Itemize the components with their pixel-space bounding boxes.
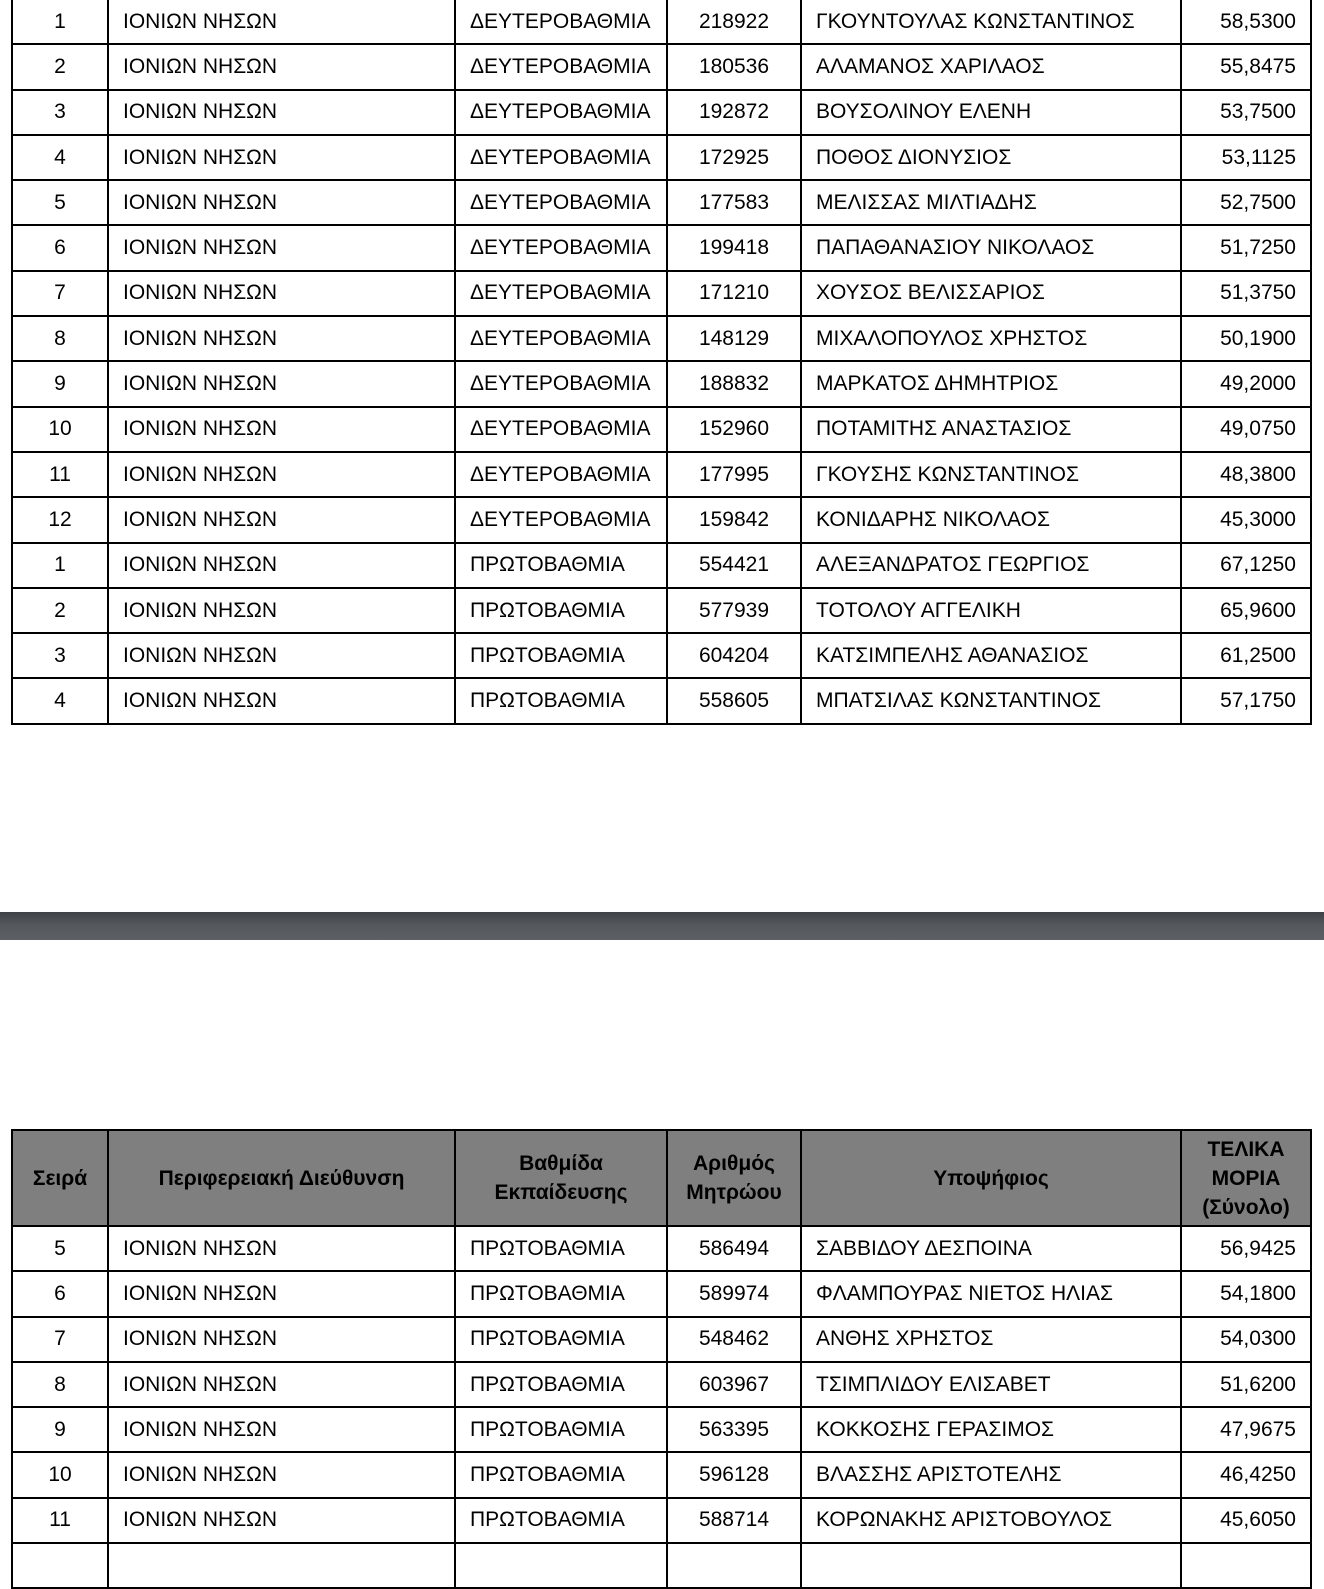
cell-level: ΔΕΥΤΕΡΟΒΑΘΜΙΑ [455,497,667,542]
table-row [12,0,1311,44]
cell-arithmos-mitroou: 558605 [667,678,801,723]
cell-level: ΔΕΥΤΕΡΟΒΑΘΜΙΑ [455,44,667,89]
cell-level: ΠΡΩΤΟΒΑΘΜΙΑ [455,1362,667,1407]
table-row [12,1226,1311,1271]
cell-arithmos-mitroou: 577939 [667,588,801,633]
header-moria: ΤΕΛΙΚΑ ΜΟΡΙΑ (Σύνολο) [1181,1130,1311,1226]
cell-arithmos-mitroou: 586494 [667,1226,801,1271]
page-separator [0,912,1324,940]
cell-seira: 4 [12,135,108,180]
cell-region: ΙΟΝΙΩΝ ΝΗΣΩΝ [108,633,455,678]
cell-final-score: 55,8475 [1181,44,1311,89]
cell-region: ΙΟΝΙΩΝ ΝΗΣΩΝ [108,1317,455,1362]
cell-region: ΙΟΝΙΩΝ ΝΗΣΩΝ [108,407,455,452]
cell-level: ΔΕΥΤΕΡΟΒΑΘΜΙΑ [455,135,667,180]
cell-final-score: 47,9675 [1181,1407,1311,1452]
cell-arithmos-mitroou: 563395 [667,1407,801,1452]
cell-arithmos-mitroou: 589974 [667,1271,801,1316]
table-row [12,1271,1311,1316]
cell-arithmos-mitroou: 148129 [667,316,801,361]
cell-seira: 12 [12,497,108,542]
cell-seira: 10 [12,1452,108,1497]
results-table-body [12,0,1311,724]
table-row [12,452,1311,497]
cell-region: ΙΟΝΙΩΝ ΝΗΣΩΝ [108,1362,455,1407]
cell-seira: 5 [12,1226,108,1271]
table-header [12,1130,1311,1226]
cell-seira: 1 [12,543,108,588]
cell-final-score: 53,1125 [1181,135,1311,180]
cell-seira: 6 [12,225,108,270]
cell-region: ΙΟΝΙΩΝ ΝΗΣΩΝ [108,543,455,588]
cell-candidate-name: ΓΚΟΥΝΤΟΥΛΑΣ ΚΩΝΣΤΑΝΤΙΝΟΣ [801,0,1181,44]
cell-level: ΔΕΥΤΕΡΟΒΑΘΜΙΑ [455,452,667,497]
cell-region: ΙΟΝΙΩΝ ΝΗΣΩΝ [108,180,455,225]
cell-region: ΙΟΝΙΩΝ ΝΗΣΩΝ [108,1407,455,1452]
cell-final-score: 49,2000 [1181,361,1311,406]
cell-arithmos-mitroou: 159842 [667,497,801,542]
cell-final-score: 67,1250 [1181,543,1311,588]
table-row [12,135,1311,180]
results-table-page-2 [11,1129,1312,1589]
cell-arithmos-mitroou: 188832 [667,361,801,406]
cell-candidate-name: ΣΑΒΒΙΔΟΥ ΔΕΣΠΟΙΝΑ [801,1226,1181,1271]
cell-seira: 11 [12,452,108,497]
cell-region: ΙΟΝΙΩΝ ΝΗΣΩΝ [108,0,455,44]
cell-candidate-name: ΜΑΡΚΑΤΟΣ ΔΗΜΗΤΡΙΟΣ [801,361,1181,406]
cell-region: ΙΟΝΙΩΝ ΝΗΣΩΝ [108,1226,455,1271]
table-row [12,678,1311,723]
header-perifereiaki: Περιφερειακή Διεύθυνση [108,1130,455,1226]
cell-candidate-name: ΒΟΥΣΟΛΙΝΟΥ ΕΛΕΝΗ [801,90,1181,135]
cell-level: ΠΡΩΤΟΒΑΘΜΙΑ [455,1452,667,1497]
cell-level: ΠΡΩΤΟΒΑΘΜΙΑ [455,1271,667,1316]
table-row [12,497,1311,542]
cell-region: ΙΟΝΙΩΝ ΝΗΣΩΝ [108,1498,455,1543]
table-row [12,1543,1311,1588]
cell-arithmos-mitroou: 152960 [667,407,801,452]
cell-region: ΙΟΝΙΩΝ ΝΗΣΩΝ [108,271,455,316]
cell-level: ΔΕΥΤΕΡΟΒΑΘΜΙΑ [455,361,667,406]
cell-final-score: 45,6050 [1181,1498,1311,1543]
cell-seira: 9 [12,361,108,406]
cell-region: ΙΟΝΙΩΝ ΝΗΣΩΝ [108,1452,455,1497]
cell-final-score: 48,3800 [1181,452,1311,497]
cell-level: ΔΕΥΤΕΡΟΒΑΘΜΙΑ [455,271,667,316]
cell-seira: 8 [12,316,108,361]
cell-final-score: 53,7500 [1181,90,1311,135]
header-ypopsifios: Υποψήφιος [801,1130,1181,1226]
cell-level: ΔΕΥΤΕΡΟΒΑΘΜΙΑ [455,180,667,225]
cell-seira: 2 [12,588,108,633]
cell-seira: 2 [12,44,108,89]
cell-seira: 10 [12,407,108,452]
cell-arithmos-mitroou: 604204 [667,633,801,678]
table-row [12,44,1311,89]
cell-final-score: 56,9425 [1181,1226,1311,1271]
cell-seira: 4 [12,678,108,723]
cell-candidate-name: ΠΟΤΑΜΙΤΗΣ ΑΝΑΣΤΑΣΙΟΣ [801,407,1181,452]
cell-arithmos-mitroou: 596128 [667,1452,801,1497]
cell-level: ΔΕΥΤΕΡΟΒΑΘΜΙΑ [455,0,667,44]
cell-level: ΠΡΩΤΟΒΑΘΜΙΑ [455,1498,667,1543]
cell-final-score: 65,9600 [1181,588,1311,633]
cell-level: ΠΡΩΤΟΒΑΘΜΙΑ [455,1226,667,1271]
cell-final-score: 57,1750 [1181,678,1311,723]
cell-seira: 6 [12,1271,108,1316]
cell-level: ΠΡΩΤΟΒΑΘΜΙΑ [455,588,667,633]
cell-final-score [1181,1543,1311,1588]
table-row [12,1362,1311,1407]
cell-level: ΠΡΩΤΟΒΑΘΜΙΑ [455,678,667,723]
cell-seira: 8 [12,1362,108,1407]
cell-region: ΙΟΝΙΩΝ ΝΗΣΩΝ [108,361,455,406]
cell-final-score: 54,1800 [1181,1271,1311,1316]
cell-seira: 9 [12,1407,108,1452]
cell-seira: 11 [12,1498,108,1543]
cell-level: ΠΡΩΤΟΒΑΘΜΙΑ [455,1407,667,1452]
cell-arithmos-mitroou: 172925 [667,135,801,180]
cell-level: ΔΕΥΤΕΡΟΒΑΘΜΙΑ [455,407,667,452]
cell-candidate-name: ΜΠΑΤΣΙΛΑΣ ΚΩΝΣΤΑΝΤΙΝΟΣ [801,678,1181,723]
cell-region: ΙΟΝΙΩΝ ΝΗΣΩΝ [108,497,455,542]
cell-final-score: 51,6200 [1181,1362,1311,1407]
cell-final-score: 50,1900 [1181,316,1311,361]
table-row [12,588,1311,633]
cell-arithmos-mitroou: 199418 [667,225,801,270]
cell-arithmos-mitroou: 177995 [667,452,801,497]
cell-candidate-name: ΚΟΡΩΝΑΚΗΣ ΑΡΙΣΤΟΒΟΥΛΟΣ [801,1498,1181,1543]
cell-region: ΙΟΝΙΩΝ ΝΗΣΩΝ [108,135,455,180]
cell-region: ΙΟΝΙΩΝ ΝΗΣΩΝ [108,678,455,723]
cell-region: ΙΟΝΙΩΝ ΝΗΣΩΝ [108,316,455,361]
cell-seira: 5 [12,180,108,225]
header-seira: Σειρά [12,1130,108,1226]
cell-final-score: 58,5300 [1181,0,1311,44]
cell-candidate-name: ΚΟΚΚΟΣΗΣ ΓΕΡΑΣΙΜΟΣ [801,1407,1181,1452]
results-table-body [12,1226,1311,1588]
cell-arithmos-mitroou: 180536 [667,44,801,89]
cell-seira [12,1543,108,1588]
cell-arithmos-mitroou: 171210 [667,271,801,316]
cell-final-score: 49,0750 [1181,407,1311,452]
cell-candidate-name: ΤΟΤΟΛΟΥ ΑΓΓΕΛΙΚΗ [801,588,1181,633]
cell-candidate-name: ΜΙΧΑΛΟΠΟΥΛΟΣ ΧΡΗΣΤΟΣ [801,316,1181,361]
cell-arithmos-mitroou: 588714 [667,1498,801,1543]
table-row [12,225,1311,270]
cell-final-score: 54,0300 [1181,1317,1311,1362]
table-row [12,271,1311,316]
cell-region: ΙΟΝΙΩΝ ΝΗΣΩΝ [108,588,455,633]
results-table-page-1 [11,0,1312,725]
cell-level: ΔΕΥΤΕΡΟΒΑΘΜΙΑ [455,90,667,135]
table-row [12,361,1311,406]
table-row [12,180,1311,225]
cell-candidate-name: ΑΛΑΜΑΝΟΣ ΧΑΡΙΛΑΟΣ [801,44,1181,89]
table-row [12,407,1311,452]
cell-candidate-name: ΠΟΘΟΣ ΔΙΟΝΥΣΙΟΣ [801,135,1181,180]
header-vathmida: Βαθμίδα Εκπαίδευσης [455,1130,667,1226]
cell-candidate-name: ΜΕΛΙΣΣΑΣ ΜΙΛΤΙΑΔΗΣ [801,180,1181,225]
cell-candidate-name: ΑΛΕΞΑΝΔΡΑΤΟΣ ΓΕΩΡΓΙΟΣ [801,543,1181,588]
table-row [12,633,1311,678]
table-row [12,316,1311,361]
cell-arithmos-mitroou: 554421 [667,543,801,588]
cell-candidate-name [801,1543,1181,1588]
cell-seira: 7 [12,271,108,316]
cell-level: ΠΡΩΤΟΒΑΘΜΙΑ [455,633,667,678]
cell-candidate-name: ΤΣΙΜΠΛΙΔΟΥ ΕΛΙΣΑΒΕΤ [801,1362,1181,1407]
cell-region [108,1543,455,1588]
cell-level: ΠΡΩΤΟΒΑΘΜΙΑ [455,1317,667,1362]
cell-level [455,1543,667,1588]
cell-region: ΙΟΝΙΩΝ ΝΗΣΩΝ [108,1271,455,1316]
table-row [12,1498,1311,1543]
table-row [12,1407,1311,1452]
cell-final-score: 45,3000 [1181,497,1311,542]
cell-final-score: 51,3750 [1181,271,1311,316]
cell-arithmos-mitroou: 177583 [667,180,801,225]
cell-region: ΙΟΝΙΩΝ ΝΗΣΩΝ [108,452,455,497]
header-arithmos: Αριθμός Μητρώου [667,1130,801,1226]
cell-candidate-name: ΚΟΝΙΔΑΡΗΣ ΝΙΚΟΛΑΟΣ [801,497,1181,542]
cell-seira: 3 [12,90,108,135]
cell-level: ΔΕΥΤΕΡΟΒΑΘΜΙΑ [455,316,667,361]
table-row [12,1452,1311,1497]
table-row [12,90,1311,135]
cell-arithmos-mitroou: 548462 [667,1317,801,1362]
cell-candidate-name: ΠΑΠΑΘΑΝΑΣΙΟΥ ΝΙΚΟΛΑΟΣ [801,225,1181,270]
table-row [12,1317,1311,1362]
cell-level: ΔΕΥΤΕΡΟΒΑΘΜΙΑ [455,225,667,270]
cell-arithmos-mitroou: 218922 [667,0,801,44]
cell-seira: 7 [12,1317,108,1362]
cell-final-score: 61,2500 [1181,633,1311,678]
cell-region: ΙΟΝΙΩΝ ΝΗΣΩΝ [108,90,455,135]
cell-candidate-name: ΓΚΟΥΣΗΣ ΚΩΝΣΤΑΝΤΙΝΟΣ [801,452,1181,497]
cell-level: ΠΡΩΤΟΒΑΘΜΙΑ [455,543,667,588]
cell-candidate-name: ΑΝΘΗΣ ΧΡΗΣΤΟΣ [801,1317,1181,1362]
cell-seira: 1 [12,0,108,44]
cell-candidate-name: ΧΟΥΣΟΣ ΒΕΛΙΣΣΑΡΙΟΣ [801,271,1181,316]
cell-region: ΙΟΝΙΩΝ ΝΗΣΩΝ [108,225,455,270]
cell-seira: 3 [12,633,108,678]
cell-final-score: 52,7500 [1181,180,1311,225]
cell-final-score: 51,7250 [1181,225,1311,270]
cell-final-score: 46,4250 [1181,1452,1311,1497]
cell-region: ΙΟΝΙΩΝ ΝΗΣΩΝ [108,44,455,89]
table-row [12,543,1311,588]
cell-arithmos-mitroou [667,1543,801,1588]
cell-arithmos-mitroou: 603967 [667,1362,801,1407]
cell-arithmos-mitroou: 192872 [667,90,801,135]
cell-candidate-name: ΦΛΑΜΠΟΥΡΑΣ ΝΙΕΤΟΣ ΗΛΙΑΣ [801,1271,1181,1316]
cell-candidate-name: ΒΛΑΣΣΗΣ ΑΡΙΣΤΟΤΕΛΗΣ [801,1452,1181,1497]
cell-candidate-name: ΚΑΤΣΙΜΠΕΛΗΣ ΑΘΑΝΑΣΙΟΣ [801,633,1181,678]
